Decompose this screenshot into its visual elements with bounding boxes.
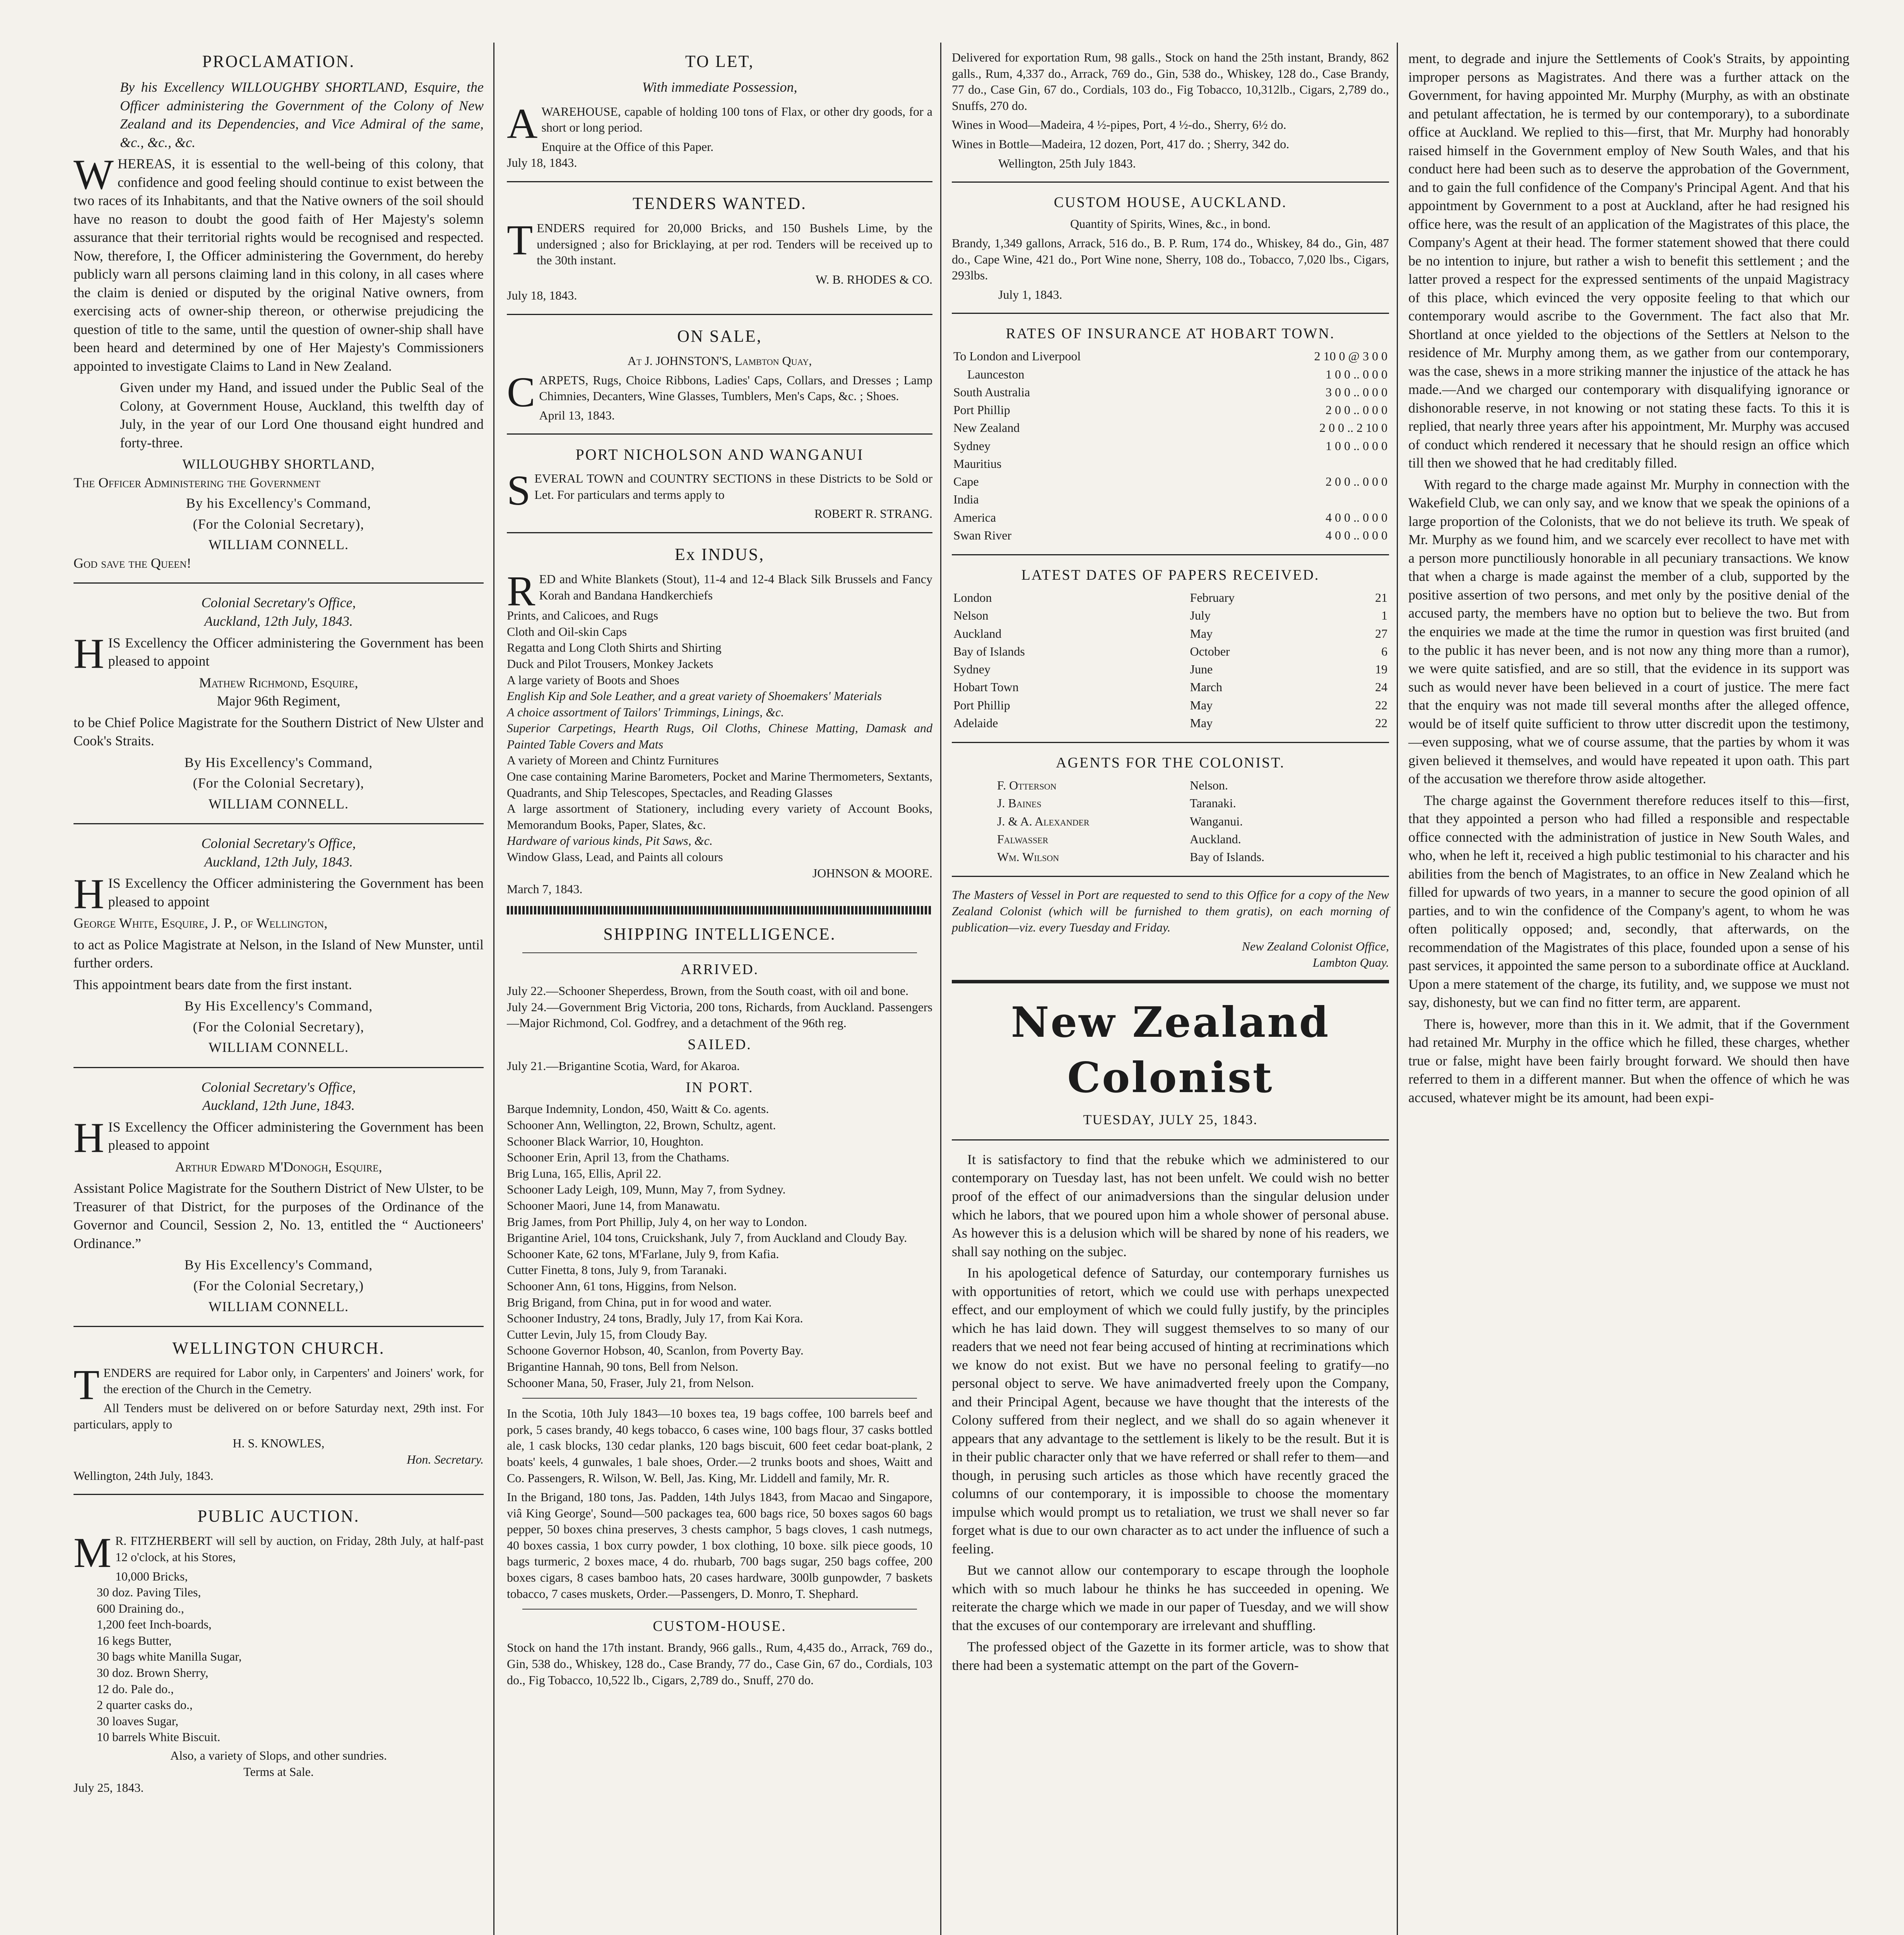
list-item: 2 quarter casks do., bbox=[97, 1698, 193, 1712]
table-row bbox=[996, 776, 1345, 794]
divider bbox=[74, 1494, 484, 1495]
dropcap: H bbox=[74, 870, 104, 918]
sale-body: CARPETS, Rugs, Choice Ribbons, Ladies' Caps, Collars, and Dresses ; Lamp Chimnies, Decanters, Wine Glasses, Tumblers, Men's Caps, &c. ; Shoes. bbox=[507, 368, 932, 416]
divider bbox=[74, 582, 484, 584]
auction-body: M R. FITZHERBERT will sell by auction, on Friday, 28th July, at half-past 12 o'clock, at his Stores, bbox=[74, 1529, 484, 1577]
list-item: Cutter Finetta, 8 tons, July 9, from Taranaki. bbox=[507, 1263, 727, 1277]
date-day: 27 bbox=[1375, 626, 1387, 640]
divider bbox=[522, 1609, 917, 1610]
dropcap: A bbox=[507, 99, 538, 147]
god-save-line: God save the Queen! bbox=[74, 555, 192, 571]
editorial-paragraph: ment, to degrade and injure the Settlements of Cook's Straits, by appointing improper persons as Magistrates. And there was a further attack on the Government, for having appointed Mr. Murphy (Murphy, as with an obstinate and petulant affectation, he is termed by our contemporary), to a subordinate office at Auckland. We replied to this—first, that Mr. Murphy had honorably raised himself in the Government employ of New South Wales, and that his conduct here had been such as to deserve the approbation of the Government, and to gain the full confidence of the Company's Principal Agent. And that his appointment by Government to a post at Auckland, after he had resigned his office here, was the result of an application of the Magistrates of this place, the Company's Agent at their head. The former statement showed that there could be no intention to injure, but rather a wish to benefit this settlement ; and the latter proved a respect for the expressed sentiments of the unpaid Magistracy of this place, which evinced the very opposite feeling to that which our contemporary would ascribe to the Government. The fact also that Mr. Shortland at once yielded to the objections of the Settlers at Nelson to the residence of Mr. Murphy among them, as we gather from our contemporary, was the case, shews in a more striking manner the injustice of the attack he has made.—And we charged our contemporary with disqualifying ignorance or dishonorable reserve, in not knowing or not stating these facts. To this it is replied, that nearly three years after his appointment, Mr. Murphy was accused of conduct which rendered it necessary that he should resign an office which till then we showed that he had creditably filled. bbox=[1408, 51, 1849, 471]
stock-date: Wellington, 25th July 1843. bbox=[998, 156, 1136, 170]
table-row bbox=[952, 589, 1389, 606]
list-item: Schooner Maori, June 14, from Manawatu. bbox=[507, 1199, 720, 1212]
brigand-cargo: In the Brigand, 180 tons, Jas. Padden, 14th Julys 1843, from Macao and Singapore, viâ King George', Sound—500 packages tea, 600 bags rice, 50 boxes sagos 60 bags pepper, 50 boxes china preserves, 3 chests camphor, 5 bags cloves, 1 cash nutmegs, 40 boxes cassia, 1 box curry powder, 1 box clothing, 10 boxe. silk piece goods, 10 bags turmeric, 2 boxes mace, 4 do. rhubarb, 700 bags sugar, 250 bags coffee, 200 boxes cigars, 8 cases bamboo hats, 20 cases hardware, 300lb gunpowder, 7 baskets tobacco, 7 cases muskets, Order.—Passengers, D. Monro, T. Shephard. bbox=[507, 1490, 932, 1601]
list-item: July 21.—Brigantine Scotia, Ward, for Akaroa. bbox=[507, 1059, 740, 1073]
date-day: 1 bbox=[1381, 608, 1387, 623]
list-item: Hardware of various kinds, Pit Saws, &c. bbox=[507, 834, 713, 848]
table-row bbox=[952, 473, 1389, 490]
divider bbox=[952, 1139, 1389, 1140]
indus-signature: JOHNSON & MOORE. bbox=[812, 866, 932, 880]
notice-body: HIS Excellency the Officer administering the Government has been pleased to appoint bbox=[74, 870, 484, 918]
for-line: (For the Colonial Secretary,) bbox=[193, 1277, 364, 1293]
divider bbox=[507, 314, 932, 315]
agent-name: J. Baines bbox=[997, 796, 1042, 810]
church-signature-title: Hon. Secretary. bbox=[407, 1452, 484, 1467]
rate-place: New Zealand bbox=[953, 421, 1020, 435]
office-line: The Officer Administering the Government bbox=[74, 474, 321, 490]
list-item: Brigantine Ariel, 104 tons, Cruickshank, July 7, from Auckland and Cloudy Bay. bbox=[507, 1231, 907, 1245]
date-place: Nelson bbox=[953, 608, 989, 623]
date-place: Bay of Islands bbox=[953, 644, 1025, 658]
rate-value: 1 0 0 .. 0 0 0 bbox=[1326, 438, 1387, 453]
list-item: Barque Indemnity, London, 450, Waitt & Co. agents. bbox=[507, 1102, 769, 1116]
date-place: Adelaide bbox=[953, 716, 998, 730]
rate-place: To London and Liverpool bbox=[953, 349, 1081, 363]
table-row bbox=[952, 419, 1389, 437]
signature: WILLIAM CONNELL. bbox=[209, 796, 349, 812]
table-row bbox=[952, 714, 1389, 732]
command-line: By His Excellency's Command, bbox=[184, 754, 373, 770]
divider bbox=[522, 952, 917, 953]
dropcap: C bbox=[507, 368, 535, 416]
indus-title: Ex INDUS, bbox=[674, 545, 765, 564]
list-item: 10 barrels White Biscuit. bbox=[97, 1730, 221, 1744]
date-place: Auckland bbox=[953, 626, 1002, 640]
column-3 bbox=[952, 46, 1389, 1678]
notice-date: Auckland, 12th July, 1843. bbox=[204, 613, 353, 629]
divider bbox=[74, 1326, 484, 1327]
for-line: (For the Colonial Secretary), bbox=[193, 516, 364, 532]
list-item: A large variety of Boots and Shoes bbox=[507, 673, 679, 687]
custom-house-title: CUSTOM-HOUSE. bbox=[653, 1618, 787, 1635]
port-nicholson-signature: ROBERT R. STRANG. bbox=[814, 507, 932, 521]
insurance-title: RATES OF INSURANCE AT HOBART TOWN. bbox=[1006, 325, 1335, 342]
indus-first: RED and White Blankets (Stout), 11-4 and 12-4 Black Silk Brussels and Fancy Korah and Bandana Handkerchiefs bbox=[507, 567, 932, 615]
column-rule bbox=[940, 43, 941, 1935]
auction-also: Also, a variety of Slops, and other sundries. bbox=[170, 1748, 387, 1763]
rate-place: Cape bbox=[953, 474, 979, 489]
list-item: 30 loaves Sugar, bbox=[97, 1714, 179, 1728]
appointment-role: Assistant Police Magistrate for the Southern District of New Ulster, to be Treasurer of that District, for the purposes of the Ordinance of the Governor and Council, Session 2, No. 13, entitled the “ Auctioneers' Ordinance.” bbox=[74, 1180, 484, 1251]
issue-date: TUESDAY, JULY 25, 1843. bbox=[1083, 1112, 1258, 1128]
list-item: Schooner Ann, Wellington, 22, Brown, Schultz, agent. bbox=[507, 1118, 776, 1132]
appointee-rank: Major 96th Regiment, bbox=[217, 693, 340, 709]
sale-date: April 13, 1843. bbox=[539, 408, 615, 422]
custom-house-body: Stock on hand the 17th instant. Brandy, 966 galls., Rum, 4,435 do., Arrack, 769 do., Gin, 538 do., Whiskey, 128 do., Case Brandy, 77 do., Case Gin, 67 do., Cordials, 103 do., Fig Tobacco, 10,522 lb., Cigars, 2,789 do., Snuff, 270 do. bbox=[507, 1640, 932, 1687]
rate-place: India bbox=[953, 492, 979, 507]
masters-signature: New Zealand Colonist Office, bbox=[1242, 939, 1389, 954]
dropcap: H bbox=[74, 630, 104, 677]
list-item: Cutter Levin, July 15, from Cloudy Bay. bbox=[507, 1327, 707, 1341]
command-line: By His Excellency's Command, bbox=[184, 998, 373, 1014]
command-line: By his Excellency's Command, bbox=[186, 495, 371, 511]
rate-place: Launceston bbox=[967, 367, 1025, 381]
auckland-custom-body: Brandy, 1,349 gallons, Arrack, 516 do., B. P. Rum, 174 do., Whiskey, 84 do., Gin, 487 do., Cape Wine, 421 do., Port Wine none, Sherry, 108 do., Tobacco, 7,020 lbs., Cigars, 293lbs. bbox=[952, 236, 1389, 283]
editorial-paragraph: The professed object of the Gazette in its former article, was to show that there had been a systematic attempt on the part of the Govern- bbox=[952, 1639, 1389, 1673]
masthead: New Zealand Colonist bbox=[1011, 998, 1330, 1102]
signature: WILLIAM CONNELL. bbox=[209, 1298, 349, 1314]
column-rule bbox=[493, 43, 494, 1935]
date-place: Sydney bbox=[953, 662, 990, 676]
dropcap: H bbox=[74, 1114, 104, 1161]
date-day: 19 bbox=[1375, 662, 1387, 676]
table-row bbox=[952, 660, 1389, 678]
agent-name: Falwasser bbox=[997, 832, 1049, 846]
date-day: 22 bbox=[1375, 698, 1387, 712]
list-item: Schooner Kate, 62 tons, M'Farlane, July 9, from Kafia. bbox=[507, 1247, 779, 1261]
list-item: Schooner Black Warrior, 10, Houghton. bbox=[507, 1134, 704, 1148]
dropcap: T bbox=[507, 216, 533, 264]
wines-wood: Wines in Wood—Madeira, 4 ½-pipes, Port, 4 ½-do., Sherry, 6½ do. bbox=[952, 118, 1286, 132]
rate-value: 2 0 0 .. 0 0 0 bbox=[1326, 474, 1387, 489]
tenders-body: TENDERS required for 20,000 Bricks, and 150 Bushels Lime, by the undersigned ; also for Bricklaying, at per rod. Tenders will be received up to the 30th instant. bbox=[507, 216, 932, 267]
table-row bbox=[952, 678, 1389, 696]
divider bbox=[952, 182, 1389, 183]
list-item: July 24.—Government Brig Victoria, 200 tons, Richards, from Auckland. Passengers—Major Richmond, Col. Godfrey, and a detachment of the 96th reg. bbox=[507, 1000, 932, 1030]
column-4 bbox=[1408, 46, 1849, 1110]
latest-dates-table bbox=[952, 589, 1389, 732]
appointee-name: Mathew Richmond, Esquire, bbox=[199, 675, 358, 690]
date-day: 22 bbox=[1375, 716, 1387, 730]
table-row bbox=[952, 696, 1389, 714]
rate-value: 2 0 0 .. 2 10 0 bbox=[1319, 421, 1387, 435]
agents-title: AGENTS FOR THE COLONIST. bbox=[1055, 755, 1285, 771]
list-item: A variety of Moreen and Chintz Furnitures bbox=[507, 753, 719, 767]
rate-place: Mauritius bbox=[953, 456, 1002, 471]
proclamation-given: Given under my Hand, and issued under the Public Seal of the Colony, at Government House, Auckland, this twelfth day of July, in the year of our Lord One thousand eight hundred and forty-three. bbox=[120, 380, 484, 450]
signature: WILLIAM CONNELL. bbox=[209, 537, 349, 553]
date-month: May bbox=[1190, 698, 1213, 712]
dropcap: R bbox=[507, 567, 535, 615]
proclamation-by: By his Excellency WILLOUGHBY SHORTLAND, Esquire, the Officer administering the Government of the Colony of New Zealand and its Dependencies, and Vice Admiral of the same, &c., &c., &c. bbox=[120, 79, 484, 150]
date-place: Port Phillip bbox=[953, 698, 1010, 712]
agent-place: Bay of Islands. bbox=[1190, 850, 1265, 864]
church-title: WELLINGTON CHURCH. bbox=[172, 1339, 385, 1358]
table-row bbox=[952, 383, 1389, 401]
notice-header: Colonial Secretary's Office, bbox=[201, 836, 356, 851]
table-row bbox=[952, 606, 1389, 624]
table-row bbox=[952, 437, 1389, 455]
church-body: TENDERS are required for Labor only, in Carpenters' and Joiners' work, for the erection of the Church in the Cemetry. bbox=[74, 1361, 484, 1409]
proclamation-body: WHEREAS, it is essential to the well-being of this colony, that confidence and good feeling should continue to exist between the two races of its Inhabitants, and that the Native owners of the soil should have no reason to doubt the good faith of Her Majesty's solemn assurance that their territorial rights would be recognised and respected. Now, therefore, I, the Officer administering the Government, do hereby publicly warn all persons claiming land in this colony, in all cases where the claim is denied or disputed by the original Native owners, from exercising acts of owner-ship thereon, or otherwise prejudicing the question of title to the same, until the question of owner-ship shall have been heard and determined by one of Her Majesty's Commissioners appointed to investigate Claims to Land in New Zealand. bbox=[74, 151, 484, 374]
appointment-role: to be Chief Police Magistrate for the Southern District of New Ulster and Cook's Straits. bbox=[74, 714, 484, 749]
auction-items bbox=[97, 1569, 484, 1746]
church-body-2: All Tenders must be delivered on or before Saturday next, 29th inst. For particulars, apply to bbox=[74, 1401, 484, 1431]
agent-place: Wanganui. bbox=[1190, 814, 1243, 828]
auckland-custom-date: July 1, 1843. bbox=[998, 287, 1062, 301]
list-item: Brig James, from Port Phillip, July 4, on her way to London. bbox=[507, 1214, 807, 1229]
editorial bbox=[952, 1151, 1389, 1675]
notice-date: Auckland, 12th June, 1843. bbox=[202, 1098, 355, 1113]
appointee-name: George White, Esquire, J. P., of Wellington, bbox=[74, 915, 328, 931]
list-item: A large assortment of Stationery, including every variety of Account Books, Memorandum Books, Paper, Slates, &c. bbox=[507, 801, 932, 832]
rate-place: America bbox=[953, 510, 996, 524]
agent-place: Auckland. bbox=[1190, 832, 1241, 846]
auckland-custom-title: CUSTOM HOUSE, AUCKLAND. bbox=[1054, 194, 1287, 211]
rate-place: South Australia bbox=[953, 385, 1030, 399]
tolet-body: AWAREHOUSE, capable of holding 100 tons of Flax, or other dry goods, for a short or long period. bbox=[507, 99, 932, 147]
agents-table bbox=[996, 776, 1345, 866]
date-month: May bbox=[1190, 626, 1213, 640]
list-item: Superior Carpetings, Hearth Rugs, Oil Cloths, Chinese Matting, Damask and Painted Table Covers and Mats bbox=[507, 721, 932, 751]
table-row bbox=[996, 794, 1345, 812]
notice-body: HIS Excellency the Officer administering the Government has been pleased to appoint bbox=[74, 630, 484, 677]
agent-place: Nelson. bbox=[1190, 778, 1228, 793]
table-row bbox=[996, 812, 1345, 830]
table-row bbox=[996, 848, 1345, 866]
list-item: Schoone Governor Hobson, 40, Scanlon, from Poverty Bay. bbox=[507, 1343, 804, 1358]
list-item: 30 doz. Paving Tiles, bbox=[97, 1585, 201, 1599]
rate-place: Port Phillip bbox=[953, 403, 1010, 417]
date-month: July bbox=[1190, 608, 1211, 623]
indus-items bbox=[507, 608, 932, 865]
date-place: London bbox=[953, 591, 992, 605]
list-item: 30 bags white Manilla Sugar, bbox=[97, 1649, 242, 1664]
list-item: Schooner Lady Leigh, 109, Munn, May 7, from Sydney. bbox=[507, 1182, 786, 1197]
rate-value bbox=[1228, 490, 1389, 508]
editorial-paragraph: The charge against the Government therefore reduces itself to this—first, that they appointed a person who had filled a responsible and respectable office connected with the administration of justice in New South Wales, and who, when he left it, received a high public testimonial to his character and his abilities from the bench of Magistrates, to an office in New Zealand which he filled for upwards of two years, in a manner to secure the good opinion of all parties, and to win the confidence of the Company's agent, to whom he was often politically opposed; and, secondly, that afterwards, on the recommendation of the Magistrates of this place, founded upon a sense of his past services, it appointed the same person to a subordinate office at Auckland. Upon a mere statement of the charge, its futility, and, we suppose we must not say, dishonesty, but we can find no fitter term, are apparent. bbox=[1408, 792, 1849, 1010]
list-item: 16 kegs Butter, bbox=[97, 1633, 172, 1647]
list-item: Duck and Pilot Trousers, Monkey Jackets bbox=[507, 656, 713, 671]
dropcap: S bbox=[507, 467, 531, 514]
tolet-title: TO LET, bbox=[685, 52, 754, 71]
tenders-title: TENDERS WANTED. bbox=[633, 194, 807, 213]
list-item: Schooner Ann, 61 tons, Higgins, from Nelson. bbox=[507, 1279, 737, 1293]
list-item: 10,000 Bricks, bbox=[115, 1569, 188, 1583]
masters-signature-2: Lambton Quay. bbox=[1312, 955, 1389, 969]
date-month: June bbox=[1190, 662, 1213, 676]
command-line: By His Excellency's Command, bbox=[184, 1257, 373, 1273]
list-item: July 22.—Schooner Sheperdess, Brown, from the South coast, with oil and bone. bbox=[507, 984, 909, 998]
scotia-cargo: In the Scotia, 10th July 1843—10 boxes tea, 19 bags coffee, 100 barrels beef and pork, 5 cases brandy, 40 kegs tobacco, 6 cases wine, 100 bags flour, 37 casks bottled ale, 1 cask blocks, 130 cedar planks, 120 bags biscuit, 600 feet cedar boat-plank, 2 boats' keels, 4 gunwales, 1 bale shoes, Order.—2 trunks boots and shoes, Waitt and Co. Passengers, R. Wilson, W. Bell, Jas. King, Mr. Liddell and family, Mr. R. bbox=[507, 1406, 932, 1485]
divider bbox=[952, 313, 1389, 314]
appointment-role: to act as Police Magistrate at Nelson, in the Island of New Munster, until further orders. bbox=[74, 937, 484, 971]
tolet-subtitle: With immediate Possession, bbox=[642, 79, 797, 95]
list-item: Schooner Erin, April 13, from the Chathams. bbox=[507, 1150, 730, 1164]
tenders-signature: W. B. RHODES & CO. bbox=[816, 272, 932, 286]
divider bbox=[952, 742, 1389, 743]
table-row bbox=[952, 347, 1389, 365]
rate-value: 3 0 0 .. 0 0 0 bbox=[1326, 385, 1387, 399]
port-list bbox=[507, 1101, 932, 1391]
list-item: Cloth and Oil-skin Caps bbox=[507, 624, 627, 639]
tolet-enquire: Enquire at the Office of this Paper. bbox=[541, 139, 714, 154]
divider bbox=[507, 532, 932, 533]
rate-value: 4 0 0 .. 0 0 0 bbox=[1326, 528, 1387, 542]
dropcap: W bbox=[74, 151, 114, 199]
list-item: 1,200 feet Inch-boards, bbox=[97, 1617, 212, 1632]
table-row bbox=[952, 509, 1389, 526]
church-signature: H. S. KNOWLES, bbox=[233, 1436, 325, 1450]
rate-value: 1 0 0 .. 0 0 0 bbox=[1326, 367, 1387, 381]
divider bbox=[74, 1067, 484, 1068]
column-2 bbox=[507, 46, 932, 1691]
shipping-title: SHIPPING INTELLIGENCE. bbox=[603, 924, 836, 944]
indus-date: March 7, 1843. bbox=[507, 882, 583, 896]
list-item: Regatta and Long Cloth Shirts and Shirting bbox=[507, 640, 722, 655]
table-row bbox=[952, 365, 1389, 383]
masters-notice: The Masters of Vessel in Port are requested to send to this Office for a copy of the New Zealand Colonist (which will be furnished to them gratis), on each morning of publication—viz. every Tuesday and Friday. bbox=[952, 888, 1389, 934]
agent-name: F. Otterson bbox=[997, 778, 1057, 793]
date-day: 24 bbox=[1375, 680, 1387, 694]
rate-place: Swan River bbox=[953, 528, 1012, 542]
port-nicholson-title: PORT NICHOLSON AND WANGANUI bbox=[575, 446, 864, 464]
list-item: Schooner Mana, 50, Fraser, July 21, from Nelson. bbox=[507, 1375, 754, 1390]
appointee-name: Arthur Edward M'Donogh, Esquire, bbox=[175, 1159, 382, 1175]
list-item: English Kip and Sole Leather, and a great variety of Shoemakers' Materials bbox=[507, 689, 882, 703]
editorial-paragraph: There is, however, more than this in it. We admit, that if the Government had retained Mr. Murphy in the office which he filled, these charges, whether true or false, might have been fairly brought forward. We should then have referred to them in a different manner. But when the offence of which he was accused, whatever might be its amount, had been expi- bbox=[1408, 1016, 1849, 1105]
tenders-date: July 18, 1843. bbox=[507, 288, 577, 303]
table-row bbox=[952, 642, 1389, 660]
wines-bottle: Wines in Bottle—Madeira, 12 dozen, Port, 417 do. ; Sherry, 342 do. bbox=[952, 137, 1290, 151]
sailed-heading: SAILED. bbox=[688, 1036, 752, 1053]
for-line: (For the Colonial Secretary), bbox=[193, 775, 364, 791]
auckland-custom-subtitle: Quantity of Spirits, Wines, &c., in bond. bbox=[1070, 217, 1271, 231]
rate-value: 2 0 0 .. 0 0 0 bbox=[1326, 403, 1387, 417]
dropcap: T bbox=[74, 1361, 100, 1409]
date-place: Hobart Town bbox=[953, 680, 1019, 694]
notice-body: HIS Excellency the Officer administering the Government has been pleased to appoint bbox=[74, 1114, 484, 1161]
list-item: 600 Draining do., bbox=[97, 1601, 184, 1615]
divider bbox=[952, 980, 1389, 983]
column-rule bbox=[1397, 43, 1398, 1935]
dropcap: M bbox=[74, 1529, 111, 1577]
church-date: Wellington, 24th July, 1843. bbox=[74, 1468, 214, 1483]
auction-date: July 25, 1843. bbox=[74, 1781, 144, 1795]
list-item: 12 do. Pale do., bbox=[97, 1682, 174, 1696]
latest-dates-title: LATEST DATES OF PAPERS RECEIVED. bbox=[1021, 567, 1320, 584]
ornamental-rule bbox=[507, 906, 932, 914]
agent-name: Wm. Wilson bbox=[997, 850, 1059, 864]
table-row bbox=[996, 830, 1345, 848]
list-item: A choice assortment of Tailors' Trimmings, Linings, &c. bbox=[507, 705, 784, 719]
rate-value: 2 10 0 @ 3 0 0 bbox=[1314, 349, 1387, 363]
rate-place: Sydney bbox=[953, 438, 990, 453]
list-item: Prints, and Calicoes, and Rugs bbox=[507, 608, 659, 623]
date-month: May bbox=[1190, 716, 1213, 730]
signature: WILLOUGHBY SHORTLAND, bbox=[182, 456, 375, 472]
table-row bbox=[952, 526, 1389, 544]
for-line: (For the Colonial Secretary), bbox=[193, 1019, 364, 1034]
column-1 bbox=[74, 46, 484, 1796]
editorial-paragraph: It is satisfactory to find that the rebuke which we administered to our contemporary on Tuesday last, has not been unfelt. We could wish no better proof of the effect of our animadversions than the singular delusion under which he labors, that we poured upon him a whole shower of personal abuse. As however this is a delusion which will be shared by none of his readers, we shall say nothing on the subjec. bbox=[952, 1151, 1389, 1259]
table-row bbox=[952, 401, 1389, 419]
in-port-heading: IN PORT. bbox=[686, 1079, 754, 1096]
divider bbox=[74, 823, 484, 824]
divider bbox=[507, 181, 932, 182]
auction-title: PUBLIC AUCTION. bbox=[197, 1507, 360, 1526]
arrived-heading: ARRIVED. bbox=[680, 961, 759, 978]
table-row bbox=[952, 455, 1389, 473]
list-item: Window Glass, Lead, and Paints all colours bbox=[507, 850, 723, 864]
rate-value bbox=[1228, 455, 1389, 473]
date-day: 21 bbox=[1375, 591, 1387, 605]
signature: WILLIAM CONNELL. bbox=[209, 1039, 349, 1055]
tolet-date: July 18, 1843. bbox=[507, 156, 577, 170]
port-nicholson-body: SEVERAL TOWN and COUNTRY SECTIONS in these Districts to be Sold or Let. For particulars and terms apply to bbox=[507, 467, 932, 514]
sale-title: ON SALE, bbox=[677, 327, 762, 346]
notice-header: Colonial Secretary's Office, bbox=[201, 595, 356, 611]
date-month: March bbox=[1190, 680, 1223, 694]
list-item: Schooner Industry, 24 tons, Bradly, July 17, from Kai Kora. bbox=[507, 1311, 803, 1325]
sale-subtitle: At J. JOHNSTON'S, Lambton Quay, bbox=[627, 354, 812, 368]
notice-date: Auckland, 12th July, 1843. bbox=[204, 854, 353, 870]
date-month: October bbox=[1190, 644, 1230, 658]
proclamation-title: PROCLAMATION. bbox=[202, 52, 355, 71]
editorial-paragraph: In his apologetical defence of Saturday, our contemporary furnishes us with opportunities of retort, which we could use with perhaps unexpected effect, and our employment of which we could fully justify, by the principles which he has laid down. They will suggest themselves to so many of our readers that we need not fear being accused of hinting at recriminations which we know do not exist. But we have no personal feeling to gratify—no personal object to serve. We have animadverted freely upon the Company, and their Principal Agent, because we have thought that the interests of the Colony suffered from their neglect, and we shall do so again whenever it appears that any advantage to the settlement is likely to be the result. But it is in their public character only that we have referred or shall refer to them—and though, in perusing such articles as those which have recently graced the columns of our contemporary, it is impossible to choose the momentary impulse which would prompt us to retaliation, we trust we shall never so far forget what is due to our own character as to act under the influence of such a feeling. bbox=[952, 1265, 1389, 1557]
insurance-table bbox=[952, 347, 1389, 544]
date-day: 6 bbox=[1381, 644, 1387, 658]
date-month: February bbox=[1190, 591, 1235, 605]
table-row bbox=[952, 490, 1389, 508]
agent-name: J. & A. Alexander bbox=[997, 814, 1090, 828]
divider bbox=[952, 876, 1389, 877]
editorial-paragraph: But we cannot allow our contemporary to escape through the loophole which with so much labour he thinks he has succeeded in opening. We reiterate the charge which we made in our paper of Tuesday, and we will show that the excuses of our contemporary are irrelevant and shuffling. bbox=[952, 1562, 1389, 1633]
divider bbox=[522, 1398, 917, 1399]
list-item: Brig Brigand, from China, put in for wood and water. bbox=[507, 1295, 772, 1309]
list-item: Brig Luna, 165, Ellis, April 22. bbox=[507, 1166, 662, 1180]
table-row bbox=[952, 625, 1389, 642]
divider bbox=[507, 433, 932, 435]
list-item: One case containing Marine Barometers, Pocket and Marine Thermometers, Sextants, Quadrants, and Ship Telescopes, Spectacles, and Reading Glasses bbox=[507, 769, 932, 800]
appointment-date: This appointment bears date from the first instant. bbox=[74, 976, 352, 992]
agent-place: Taranaki. bbox=[1190, 796, 1236, 810]
stock-report: Delivered for exportation Rum, 98 galls., Stock on hand the 25th instant, Brandy, 862 galls., Rum, 4,337 do., Arrack, 769 do., Gin, 538 do., Whiskey, 128 do., Case Brandy, 77 do., Case Gin, 67 do., Cordials, 103 do., Fig Tobacco, 10,312lb., Cigars, 2,789 do., Snuffs, 270 do. bbox=[952, 50, 1389, 113]
divider bbox=[952, 554, 1389, 555]
rate-value: 4 0 0 .. 0 0 0 bbox=[1326, 510, 1387, 524]
list-item: 30 doz. Brown Sherry, bbox=[97, 1666, 209, 1680]
notice-header: Colonial Secretary's Office, bbox=[201, 1079, 356, 1095]
list-item: Brigantine Hannah, 90 tons, Bell from Nelson. bbox=[507, 1359, 739, 1373]
editorial-paragraph: With regard to the charge made against Mr. Murphy in connection with the Wakefield Club, we can only say, and we know that we speak the opinions of a large proportion of the Colonists, that we do not believe its truth. We speak of Mr. Murphy as we found him, and we scarcely ever recollect to have met with a person more punctiliously honorable in all pecuniary transactions. We know that when a charge is made against the member of a club, supported by the positive assertion of two persons, and met only by the positive denial of the accused party, the members have no option but to believe the two. But from the enquiries we made at the time the rumor in question was first bruited (and to the public it has never been, and is not now any thing more than a rumor), we were quite satisfied, and are so still, that the evidence in its support was such as would never have been believed in a court of justice. The mere fact that the enquiry was not made till several months after the alleged offence, would be of itself quite sufficient to throw utter discredit upon the testimony,—even supposing, what we of course assume, that the parties by whom it was given believed it themselves, and would have repeated it upon oath. This part of the accusation we therefore throw aside altogether. bbox=[1408, 476, 1849, 787]
auction-terms: Terms at Sale. bbox=[243, 1764, 314, 1779]
